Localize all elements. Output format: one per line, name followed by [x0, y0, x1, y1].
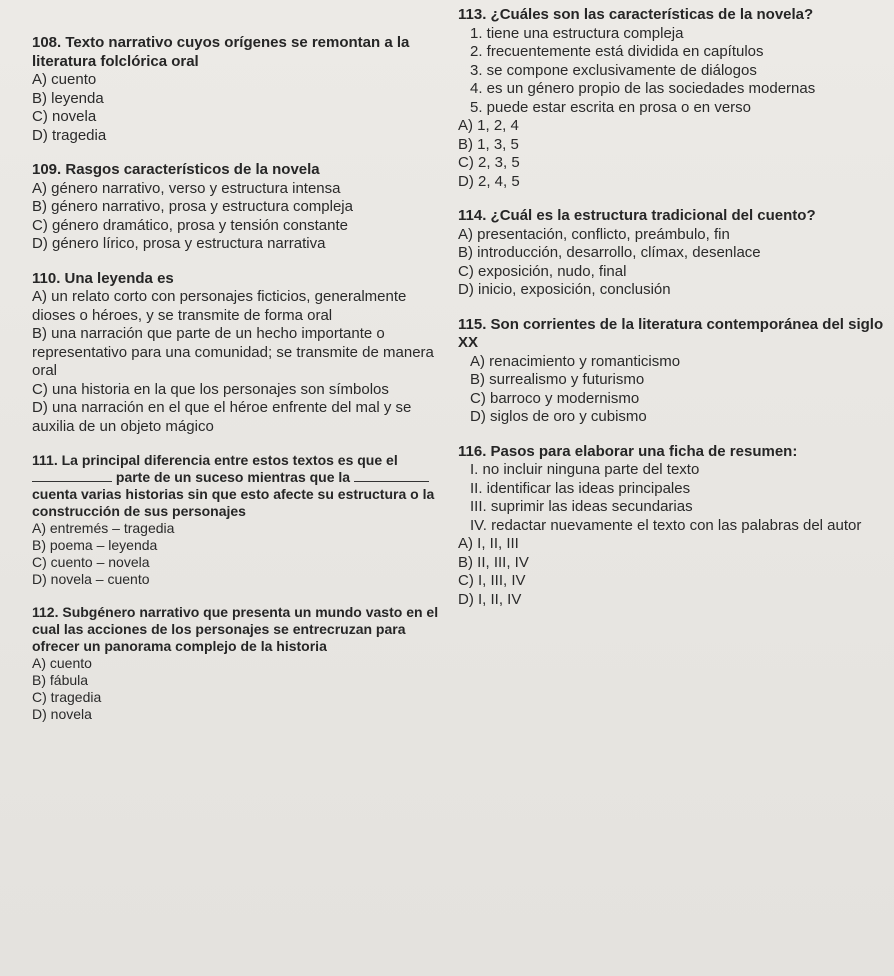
- option-111-a: A) entremés – tragedia: [32, 520, 175, 536]
- answer-blank-1[interactable]: [32, 469, 112, 482]
- statement-113-2: 2. frecuentemente está dividida en capítulos: [470, 43, 764, 60]
- option-113-c: C) 2, 3, 5: [458, 154, 520, 171]
- option-116-a: A) I, II, III: [458, 535, 519, 552]
- question-116: [458, 443, 888, 610]
- answer-blank-2[interactable]: [354, 469, 429, 482]
- option-111-d: D) novela – cuento: [32, 571, 150, 587]
- option-114-a: A) presentación, conflicto, preámbulo, fin: [458, 225, 730, 243]
- question-113-title: 113. ¿Cuáles son las características de la novela?: [458, 6, 814, 23]
- option-115-a: A) renacimiento y romanticismo: [470, 352, 681, 370]
- question-111-part2: parte de un suceso mientras que la: [115, 469, 351, 485]
- option-116-b: B) II, III, IV: [458, 553, 529, 571]
- option-112-a: A) cuento: [32, 655, 92, 671]
- right-column: [458, 6, 888, 609]
- option-113-d: D) 2, 4, 5: [458, 172, 520, 190]
- option-109-c: C) género dramático, prosa y tensión constante: [32, 216, 349, 234]
- left-column: [32, 34, 442, 723]
- option-114-d: D) inicio, exposición, conclusión: [458, 281, 671, 298]
- option-110-c: C) una historia en la que los personajes son símbolos: [32, 380, 389, 398]
- option-112-b: B) fábula: [32, 672, 89, 688]
- option-110-d: D) una narración en el que el héroe enfrente del mal y se auxilia de un objeto mágico: [32, 399, 412, 435]
- question-109: [32, 161, 442, 254]
- question-108-title: 108. Texto narrativo cuyos orígenes se remontan a la literatura folclórica oral: [32, 34, 410, 70]
- option-108-c: C) novela: [32, 108, 97, 125]
- option-115-b: B) surrealismo y futurismo: [470, 371, 645, 388]
- question-114-title: 114. ¿Cuál es la estructura tradicional del cuento?: [458, 207, 816, 224]
- statement-113-3: 3. se compone exclusivamente de diálogos: [470, 61, 757, 79]
- question-111-title: [32, 452, 442, 520]
- question-114: [458, 207, 888, 300]
- question-110-title: 110. Una leyenda es: [32, 269, 174, 287]
- option-109-a: A) género narrativo, verso y estructura intensa: [32, 179, 341, 197]
- question-110: [32, 270, 442, 437]
- option-115-d: D) siglos de oro y cubismo: [470, 408, 647, 425]
- option-108-b: B) leyenda: [32, 89, 104, 107]
- option-110-a: A) un relato corto con personajes ficticios, generalmente dioses o héroes, y se transmite de forma oral: [32, 288, 407, 324]
- question-116-title: 116. Pasos para elaborar una ficha de resumen:: [458, 442, 798, 460]
- option-113-b: B) 1, 3, 5: [458, 135, 519, 153]
- option-108-a: A) cuento: [32, 71, 97, 88]
- question-111-part1: 111. La principal diferencia entre estos textos es que el: [32, 452, 398, 468]
- option-111-c: C) cuento – novela: [32, 554, 150, 570]
- option-109-b: B) género narrativo, prosa y estructura compleja: [32, 198, 353, 215]
- question-115: [458, 316, 888, 427]
- statement-113-4: 4. es un género propio de las sociedades modernas: [470, 80, 816, 97]
- question-112-title: 112. Subgénero narrativo que presenta un mundo vasto en el cual las acciones de los personajes se entrecruzan para ofrecer un panorama complejo de la historia: [32, 604, 439, 654]
- option-112-d: D) novela: [32, 706, 92, 722]
- option-110-b: B) una narración que parte de un hecho importante o representativo para una comunidad; se transmite de manera oral: [32, 325, 434, 379]
- option-108-d: D) tragedia: [32, 126, 107, 144]
- statement-116-4: IV. redactar nuevamente el texto con las palabras del autor: [470, 516, 862, 534]
- question-115-title: 115. Son corrientes de la literatura contemporánea del siglo XX: [458, 315, 884, 351]
- statement-116-1: I. no incluir ninguna parte del texto: [470, 461, 700, 478]
- option-113-a: A) 1, 2, 4: [458, 117, 519, 134]
- option-112-c: C) tragedia: [32, 689, 102, 705]
- option-114-b: B) introducción, desarrollo, clímax, desenlace: [458, 244, 761, 261]
- option-115-c: C) barroco y modernismo: [470, 389, 640, 407]
- question-109-title: 109. Rasgos característicos de la novela: [32, 161, 320, 178]
- option-116-c: C) I, III, IV: [458, 572, 526, 589]
- option-109-d: D) género lírico, prosa y estructura narrativa: [32, 235, 326, 252]
- statement-116-2: II. identificar las ideas principales: [470, 479, 691, 497]
- option-116-d: D) I, II, IV: [458, 590, 522, 608]
- statement-113-5: 5. puede estar escrita en prosa o en verso: [470, 98, 752, 116]
- question-112: [32, 604, 442, 723]
- question-111-part3: cuenta varias historias sin que esto afecte su estructura o la construcción de sus personajes: [32, 486, 435, 519]
- question-108: [32, 34, 442, 145]
- question-113: [458, 6, 888, 191]
- option-111-b: B) poema – leyenda: [32, 537, 158, 553]
- statement-113-1: 1. tiene una estructura compleja: [470, 24, 684, 42]
- question-111: [32, 452, 442, 588]
- statement-116-3: III. suprimir las ideas secundarias: [470, 498, 693, 515]
- option-114-c: C) exposición, nudo, final: [458, 262, 627, 280]
